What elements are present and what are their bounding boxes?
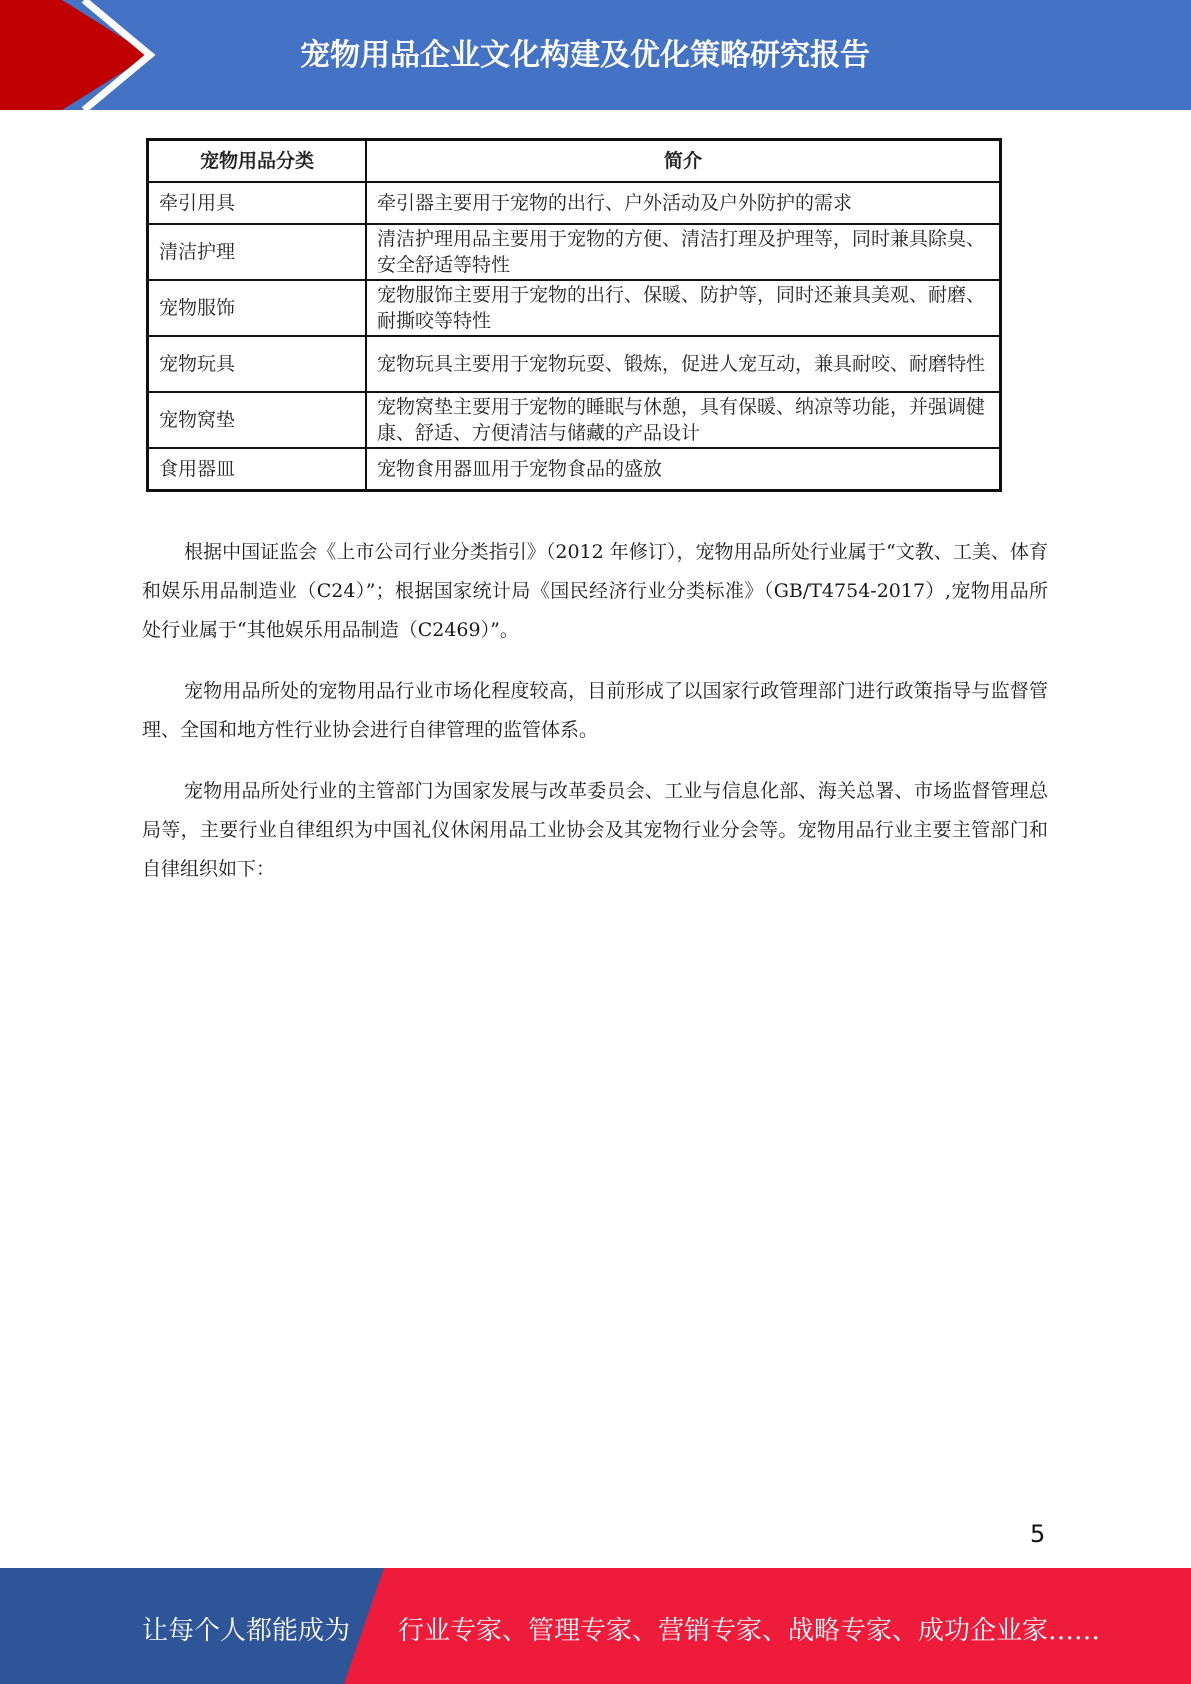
category-cell: 宠物窝垫 <box>148 392 367 448</box>
page-footer <box>0 1568 1191 1684</box>
category-cell: 食用器皿 <box>148 448 367 491</box>
table-row <box>148 336 1001 392</box>
footer-slogan-left: 让每个人都能成为 <box>142 1616 351 1646</box>
column-header-description: 简介 <box>366 140 1001 183</box>
table-header-row <box>148 140 1001 183</box>
report-title: 宠物用品企业文化构建及优化策略研究报告 <box>300 38 870 73</box>
table-row <box>148 182 1001 224</box>
category-table <box>146 138 1002 492</box>
table-row <box>148 448 1001 491</box>
page-number: 5 <box>1030 1520 1046 1548</box>
column-header-category: 宠物用品分类 <box>148 140 367 183</box>
footer-slogan-right: 行业专家、管理专家、营销专家、战略专家、成功企业家…… <box>398 1616 1101 1646</box>
category-cell: 宠物玩具 <box>148 336 367 392</box>
table-row <box>148 280 1001 336</box>
paragraph-regulatory-system: 宠物用品所处的宠物用品行业市场化程度较高，目前形成了以国家行政管理部门进行政策指导与监督管理、全国和地方性行业协会进行自律管理的监管体系。 <box>142 680 1048 741</box>
category-cell: 清洁护理 <box>148 224 367 280</box>
table-row <box>148 224 1001 280</box>
body-text <box>142 533 1048 911</box>
category-cell: 牵引用具 <box>148 182 367 224</box>
description-cell: 宠物服饰主要用于宠物的出行、保暖、防护等，同时还兼具美观、耐磨、耐撕咬等特性 <box>366 280 1001 336</box>
description-cell: 宠物玩具主要用于宠物玩耍、锻炼，促进人宠互动，兼具耐咬、耐磨特性 <box>366 336 1001 392</box>
description-cell: 牵引器主要用于宠物的出行、户外活动及户外防护的需求 <box>366 182 1001 224</box>
description-cell: 宠物食用器皿用于宠物食品的盛放 <box>366 448 1001 491</box>
category-cell: 宠物服饰 <box>148 280 367 336</box>
page-header <box>0 0 1191 110</box>
paragraph-industry-classification: 根据中国证监会《上市公司行业分类指引》（2012 年修订），宠物用品所处行业属于“文教、工美、体育和娱乐用品制造业（C24）”；根据国家统计局《国民经济行业分类标准》（GB/T4754-2017）,宠物用品所处行业属于“其他娱乐用品制造（C2469）”。 <box>142 541 1048 641</box>
paragraph-authorities: 宠物用品所处行业的主管部门为国家发展与改革委员会、工业与信息化部、海关总署、市场监督管理总局等，主要行业自律组织为中国礼仪休闲用品工业协会及其宠物行业分会等。宠物用品行业主要主管部门和自律组织如下： <box>142 780 1048 880</box>
category-table-container <box>146 138 1002 492</box>
description-cell: 宠物窝垫主要用于宠物的睡眠与休憩，具有保暖、纳凉等功能，并强调健康、舒适、方便清洁与储藏的产品设计 <box>366 392 1001 448</box>
table-row <box>148 392 1001 448</box>
description-cell: 清洁护理用品主要用于宠物的方便、清洁打理及护理等，同时兼具除臭、安全舒适等特性 <box>366 224 1001 280</box>
